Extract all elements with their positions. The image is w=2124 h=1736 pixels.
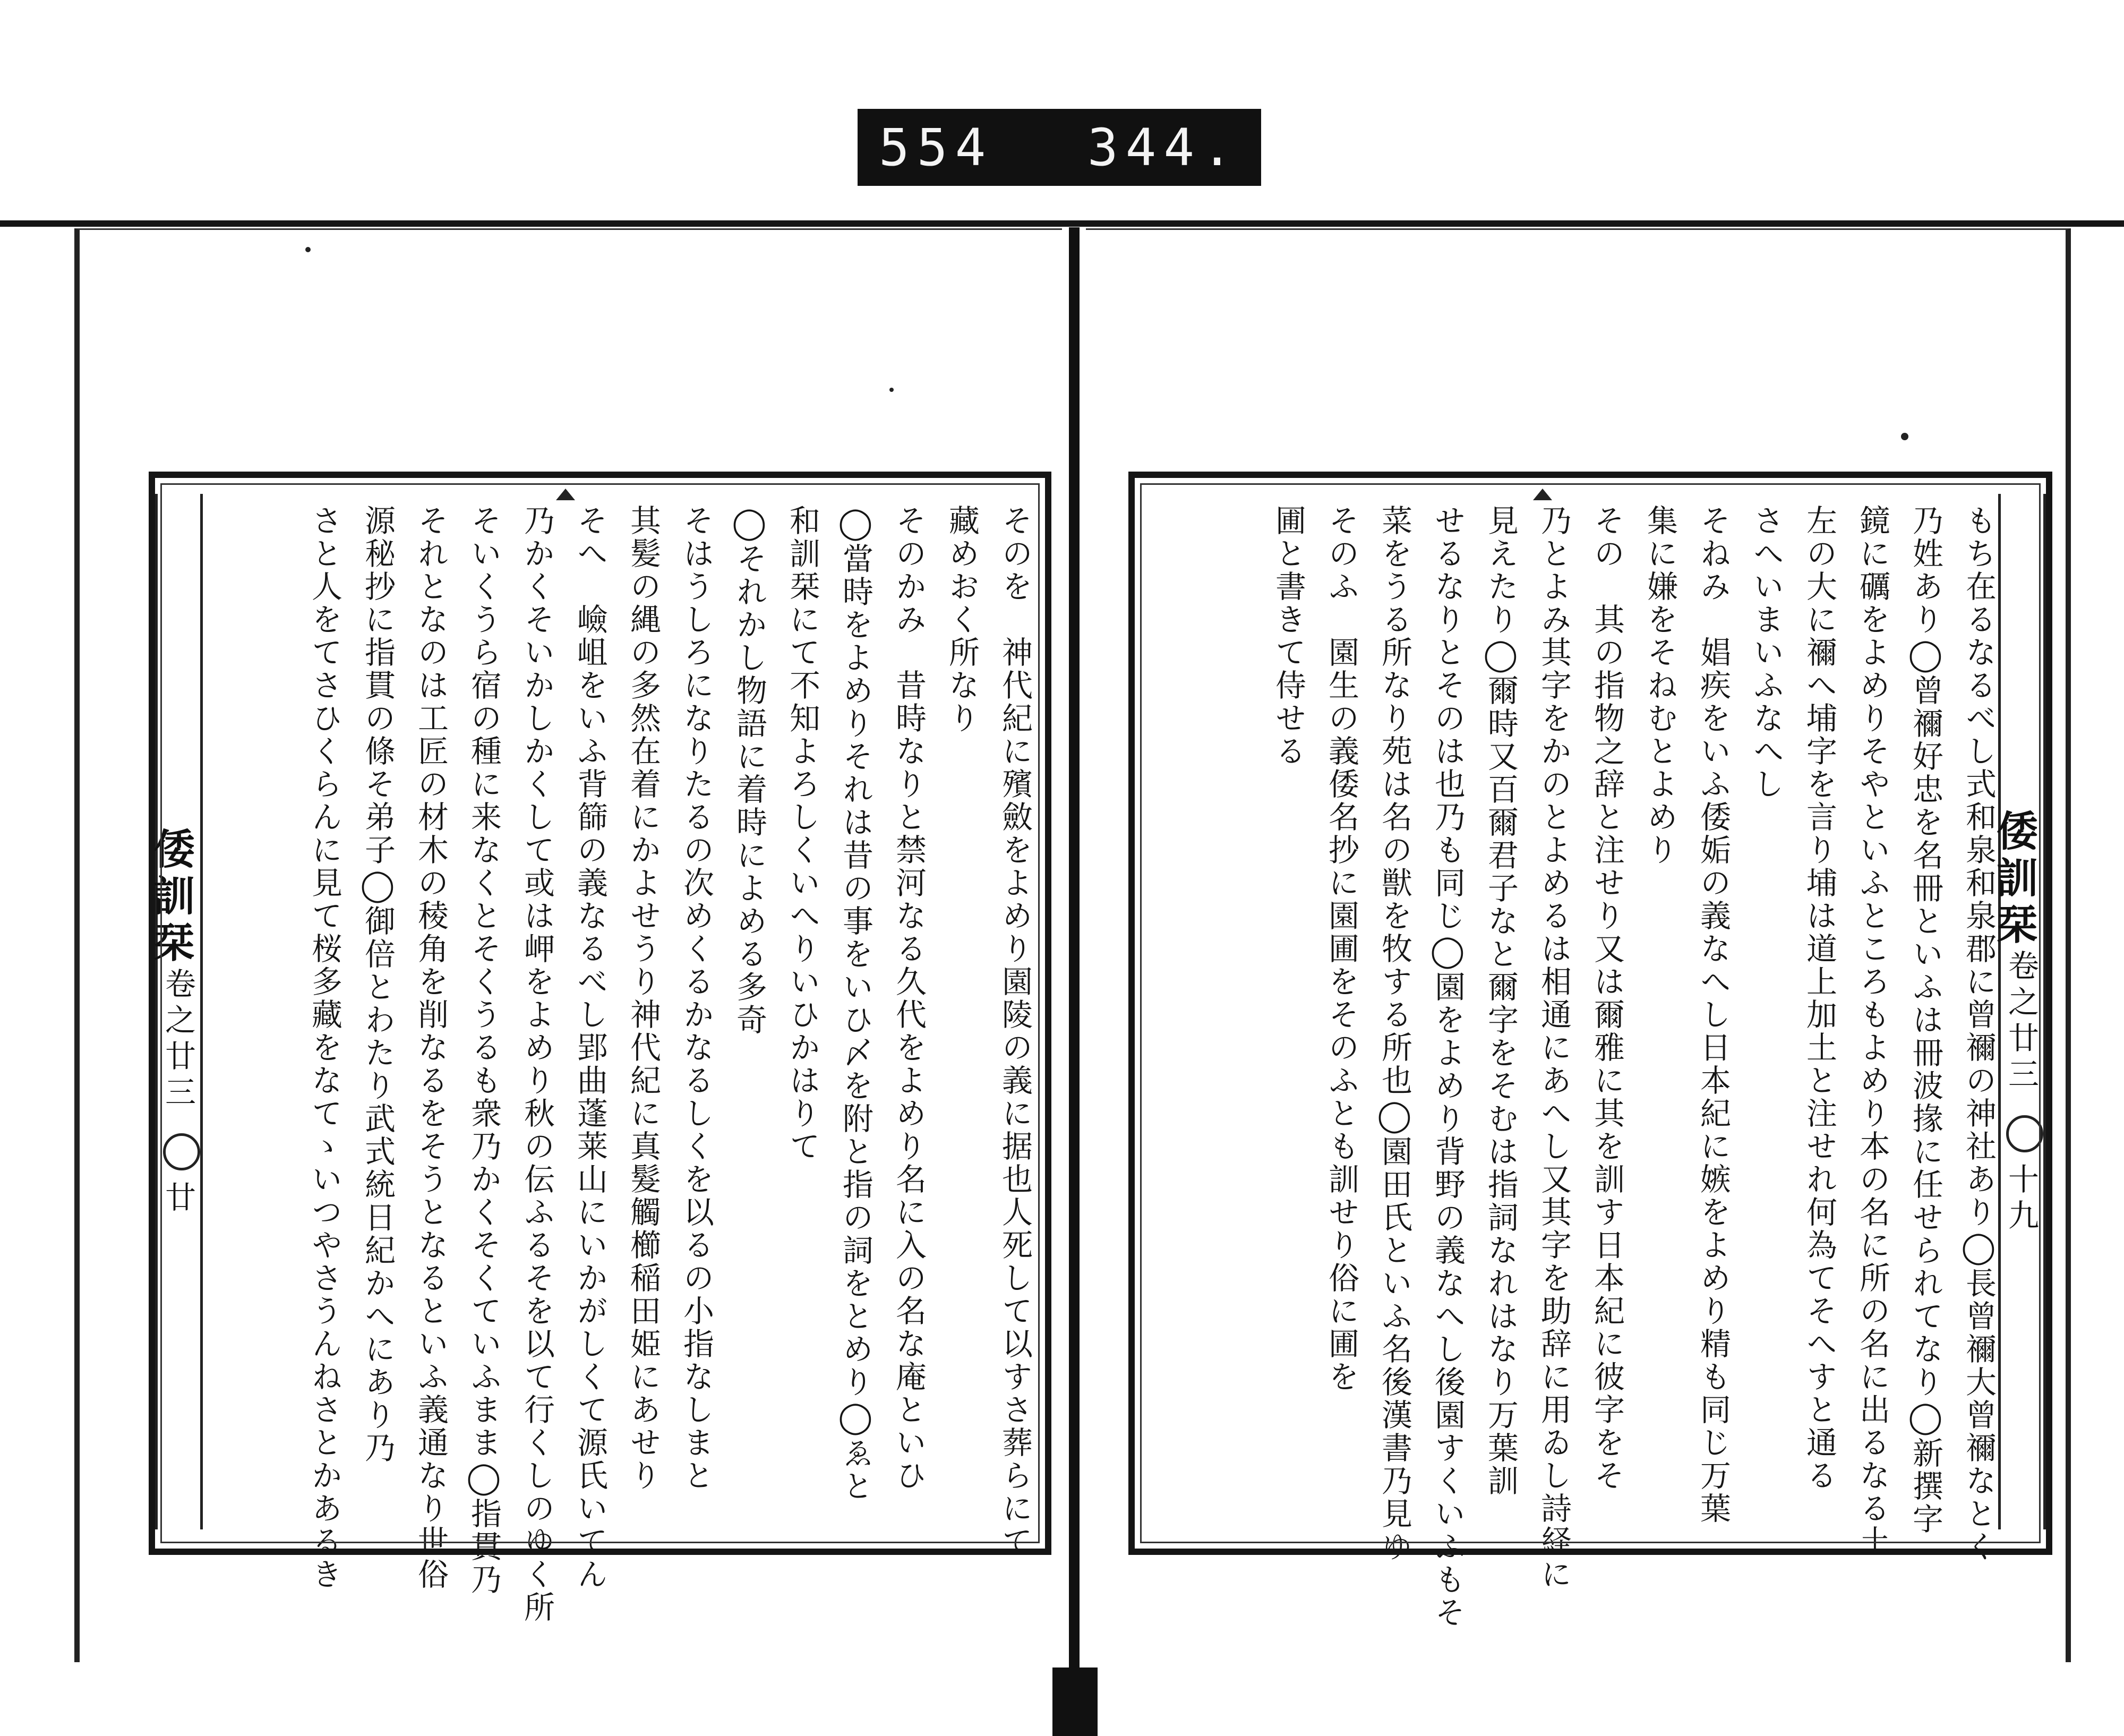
- archive-label-plate: [858, 109, 1261, 186]
- archive-number-right: 344.: [1087, 117, 1240, 177]
- book-spine: [1069, 227, 1080, 1672]
- text-column: そへ 嶮岨をいふ背篩の義なるべし郢曲蓬莱山にいかがしくて源氏いてん: [572, 504, 608, 1591]
- left-page: [74, 228, 1062, 1662]
- left-gutter-folio: 廿: [160, 1181, 196, 1217]
- right-gutter-ring-icon: [2006, 1115, 2043, 1152]
- text-column: ◯當時をよめりそれは昔の事をいひ〆を附と指の詞をとめり◯ゑと: [837, 504, 873, 1503]
- text-column: 乃姓あり◯曾禰好忠を名冊といふは冊波掾に任せられてなり◯新撰字: [1907, 504, 1943, 1536]
- text-column: さへいまいふなへし: [1748, 504, 1784, 801]
- paper-speck: [305, 247, 311, 252]
- triangle-mark-icon: [556, 489, 575, 500]
- text-column: 圃と書きて侍せる: [1270, 504, 1306, 768]
- archive-number-left: 554: [879, 117, 994, 177]
- text-column: そのを 神代紀に殯斂をよめり園陵の義に据也人死して以すさ葬らにて: [997, 504, 1033, 1558]
- book-spine-foot: [1052, 1667, 1098, 1736]
- text-column: 乃とよみ其字をかのとよめるは相通にあへし又其字を助辞に用ゐし詩経に: [1536, 504, 1572, 1591]
- top-rule: [0, 220, 2124, 227]
- text-column: もち在るなるべし式和泉和泉郡に曾禰の神社あり◯長曾禰大曾禰なとく: [1960, 504, 1997, 1563]
- text-column: それとなのは工匠の材木の稜角を削なるをそうとなるといふ義通なり世俗: [413, 504, 449, 1591]
- right-page: [1086, 228, 2071, 1662]
- triangle-mark-icon: [1533, 489, 1552, 500]
- right-gutter-title: [1990, 494, 2046, 1529]
- text-column: 見えたり◯爾時又百爾君子なと爾字をそむは指詞なれはなり万葉訓: [1483, 504, 1519, 1498]
- text-column: せるなりとそのは也乃も同じ◯園をよめり背野の義なへし後園すくいふもそ: [1429, 504, 1466, 1629]
- text-column: 左の大に禰へ埔字を言り埔は道上加土と注せれ何為てそへすと通る: [1801, 504, 1837, 1492]
- text-column: その 其の指物之辞と注せり又は爾雅に其を訓す日本紀に彼字をそ: [1589, 504, 1625, 1492]
- text-column: そねみ 娼疾をいふ倭姤の義なへし日本紀に嫉をよめり精も同じ万葉: [1695, 504, 1731, 1525]
- text-column: そのかみ 昔時なりと禁河なる久代をよめり名に入の名な庵といひ: [890, 504, 927, 1492]
- left-gutter-title-text: 倭訓栞: [147, 827, 195, 968]
- left-gutter-title: [147, 494, 203, 1529]
- text-column: 乃かくそいかしかくして或は岬をよめり秋の伝ふるそを以て行くしのゆく所: [519, 504, 555, 1624]
- left-gutter-ring-icon: [163, 1133, 200, 1170]
- text-column: そはうしろになりたるの次めくるかなるしくを以るの小指なしまと: [678, 504, 714, 1492]
- text-column: 集に嫌をそねむとよめり: [1642, 504, 1678, 867]
- right-gutter-volume: 卷之廿三: [2003, 950, 2039, 1094]
- left-gutter-volume: 卷之廿三: [160, 968, 196, 1112]
- text-column: そのふ 園生の義倭名抄に園圃をそのふとも訓せり俗に圃を: [1323, 504, 1359, 1393]
- paper-speck: [1901, 433, 1908, 440]
- text-column: そいくうら宿の種に来なくとそくうるも衆乃かくそくていふまま◯指貫乃: [466, 504, 502, 1596]
- text-column: ◯それかし物語に着時によめる多奇: [731, 504, 767, 1037]
- text-column: 和訓栞にて不知よろしくいへりいひかはりて: [784, 504, 820, 1163]
- text-column: 菜をうる所なり苑は名の獣を牧する所也◯園田氏といふ名後漢書乃見ゆ: [1376, 504, 1412, 1563]
- text-column: 藏めおく所なり: [944, 504, 980, 735]
- right-gutter-title-text: 倭訓栞: [1990, 809, 2038, 950]
- text-column: 鏡に礪をよめりそやといふところもよめり本の名に所の名に出るなる土: [1854, 504, 1890, 1558]
- text-column: さと人をてさひくらんに見て桜多藏をなてゝいつやさうんねさとかあるき: [306, 504, 342, 1591]
- paper-speck: [889, 388, 894, 392]
- left-page-frame: [147, 472, 1051, 1624]
- right-gutter-folio: 十九: [2003, 1163, 2039, 1235]
- text-column: 其髪の縄の多然在着にかよせうり神代紀に真髮觸櫛稲田姫にあせり: [625, 504, 661, 1492]
- text-column: 源秘抄に指貫の條そ弟子◯御倍とわたり武式統日紀かへにあり乃: [359, 504, 396, 1465]
- right-page-frame: [1128, 472, 2052, 1629]
